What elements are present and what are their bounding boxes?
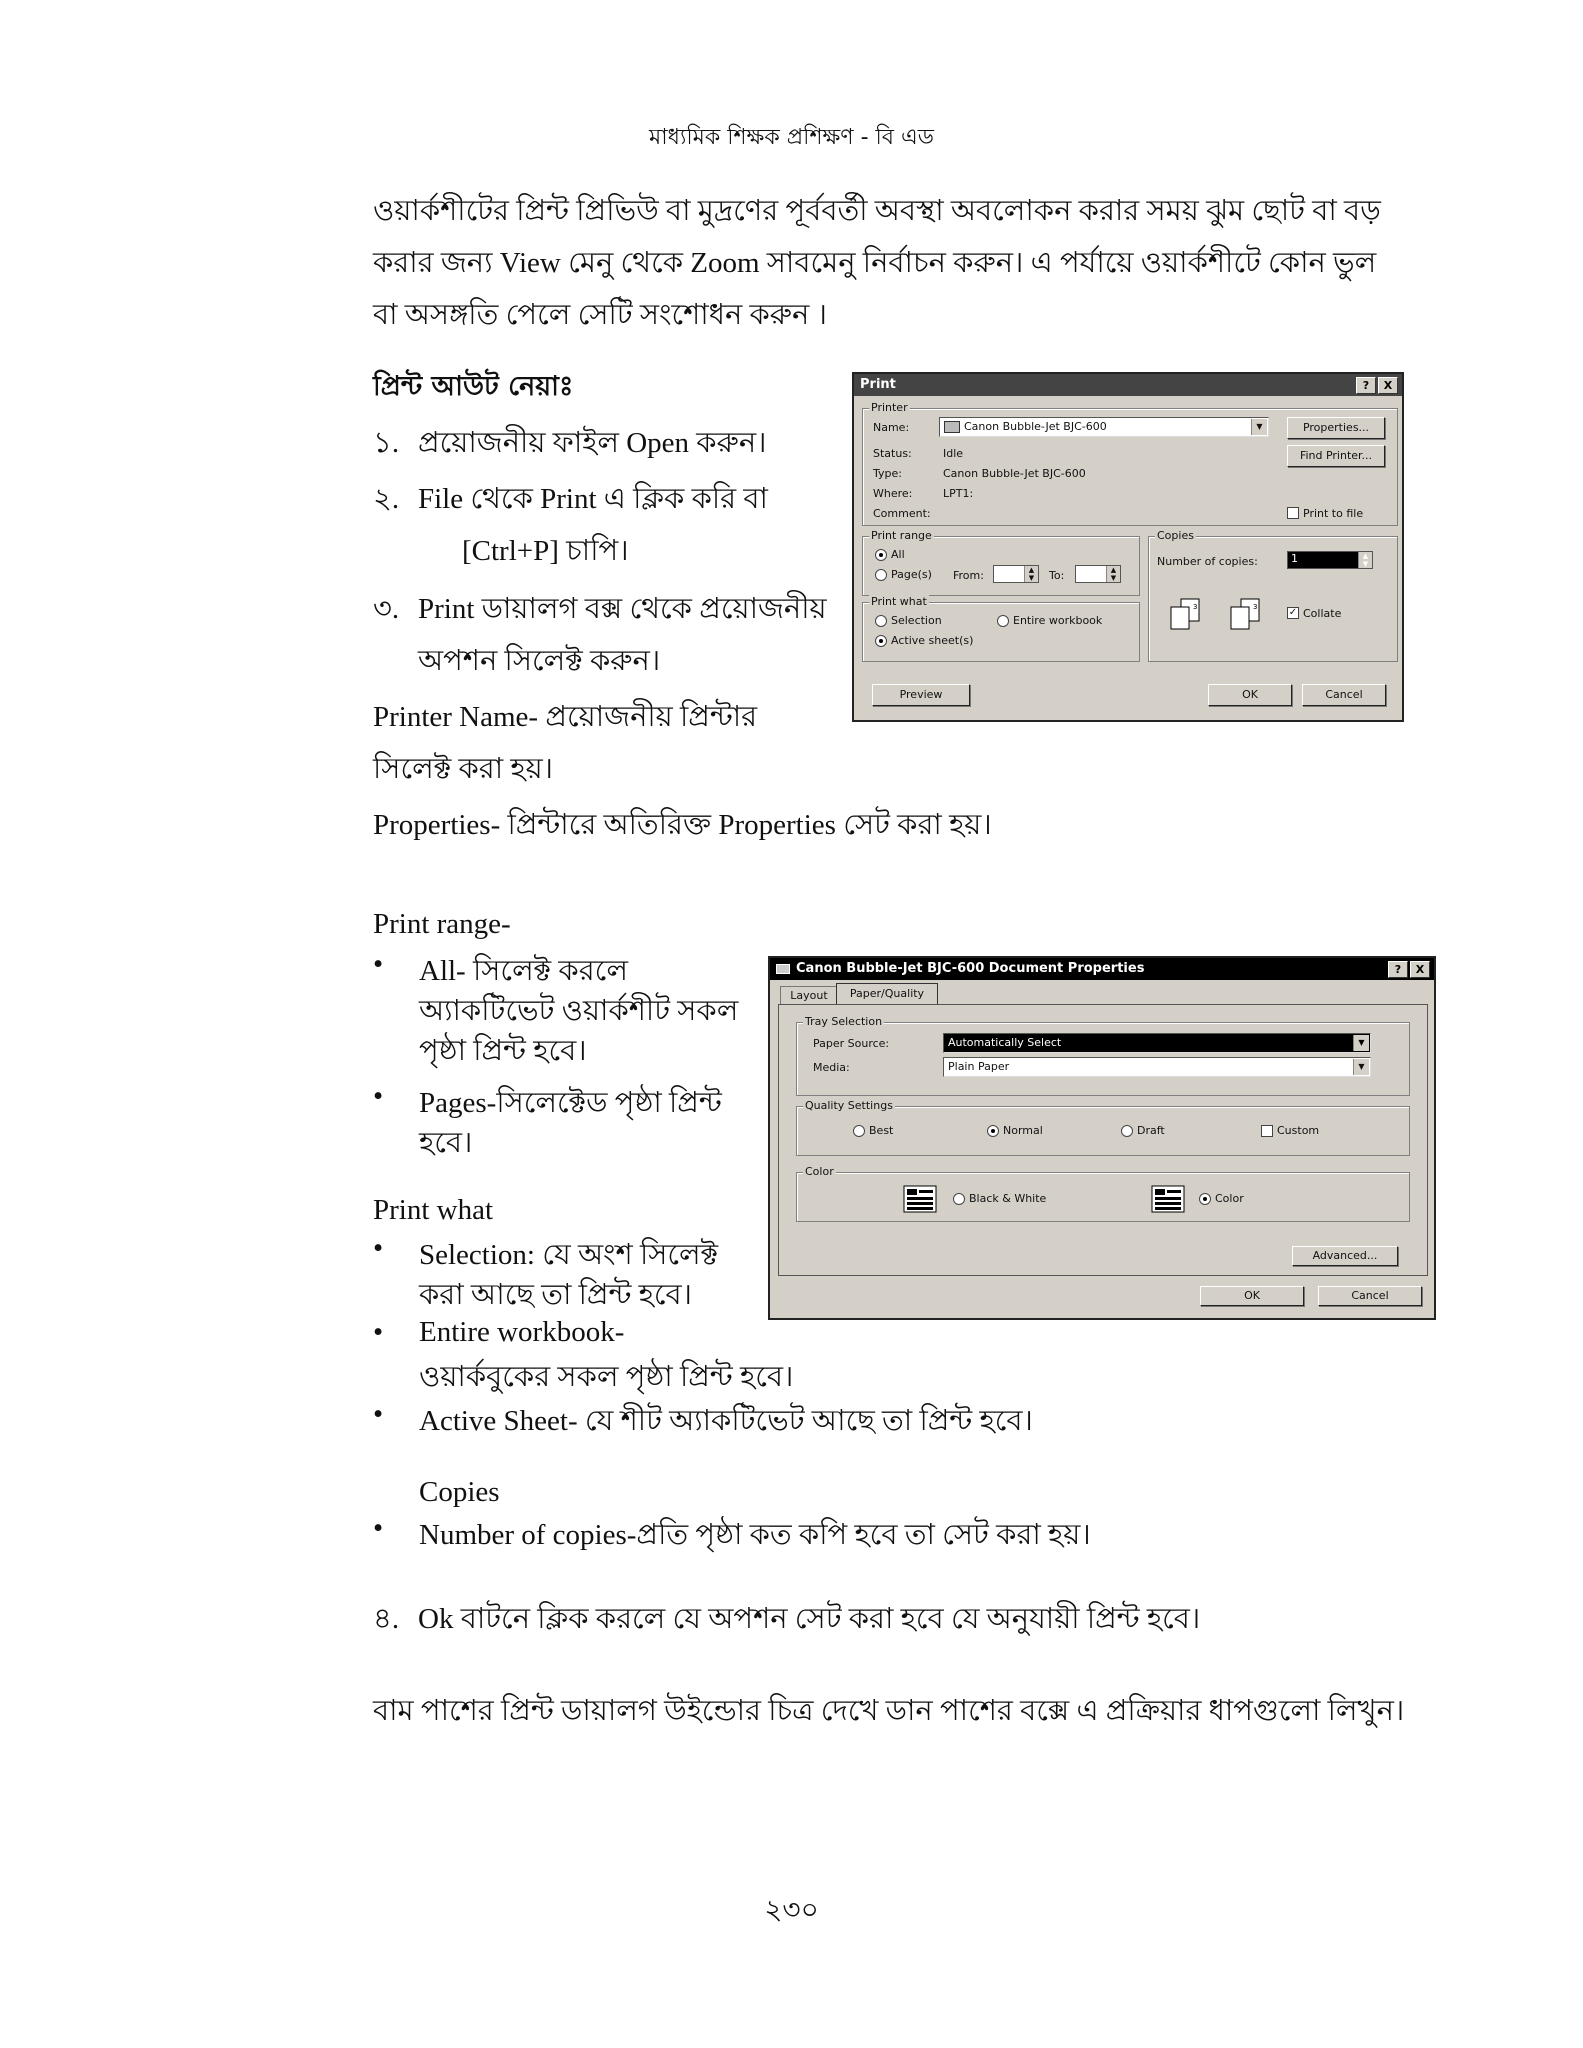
name-label: Name: [873,421,910,434]
collate-label: Collate [1303,607,1342,620]
from-label: From: [953,569,984,582]
document-properties-dialog [768,956,1436,1320]
svg-text:3: 3 [1253,603,1258,611]
type-label: Type: [873,467,902,480]
step-3-number: ৩. [373,593,400,625]
properties-dialog-titlebar [770,958,1434,980]
copies-title: Copies [419,1476,500,1508]
paper-source-value: Automatically Select [948,1036,1062,1049]
step-2-number: ২. [373,483,400,515]
color-document-icon [1151,1185,1185,1213]
advanced-button[interactable]: Advanced... [1292,1246,1398,1266]
draft-radio[interactable] [1121,1125,1133,1137]
type-value: Canon Bubble-Jet BJC-600 [943,467,1086,480]
status-label: Status: [873,447,912,460]
properties-button[interactable]: Properties... [1287,417,1385,439]
paper-source-select[interactable] [943,1033,1371,1053]
custom-checkbox[interactable] [1261,1125,1273,1137]
grayscale-document-icon [903,1185,937,1213]
bullet-icon: • [373,1316,384,1348]
comment-label: Comment: [873,507,931,520]
printer-name-select[interactable] [939,417,1269,437]
tray-selection-label: Tray Selection [805,1015,883,1028]
tab-layout[interactable]: Layout [780,986,838,1005]
step-4-number: ৪. [373,1603,400,1635]
selection-radio[interactable] [875,615,887,627]
pages-label: Page(s) [891,568,932,581]
black-white-radio[interactable] [953,1193,965,1205]
from-spinner[interactable] [993,565,1039,583]
color-radio[interactable] [1199,1193,1211,1205]
bullet-workbook-line-1: Entire workbook- [419,1316,625,1348]
section-heading: প্রিন্ট আউট নেয়াঃ [373,371,574,402]
step-2-text: File থেকে Print এ ক্লিক করি বা [418,483,768,515]
to-spinner[interactable] [1075,565,1121,583]
media-select[interactable] [943,1057,1371,1077]
print-range-group-label: Print range [871,529,932,542]
bullet-icon: • [373,948,384,980]
tab-paper-quality[interactable]: Paper/Quality [836,983,938,1005]
bullet-selection-line-2: করা আছে তা প্রিন্ট হবে। [419,1279,693,1311]
intro-line-2: করার জন্য View মেনু থেকে Zoom সাবমেনু নির্বাচন করুন। এ পর্যায়ে ওয়ার্কশীটে কোন ভুল [373,247,1377,279]
close-button[interactable]: X [1410,961,1430,978]
collate-checkbox[interactable]: ✓ [1288,607,1298,618]
selection-label: Selection [891,614,942,627]
task-instruction: বাম পাশের প্রিন্ট ডায়ালগ উইন্ডোর চিত্র দেখে ডান পাশের বক্সে এ প্রক্রিয়ার ধাপগুলো লিখুন। [373,1695,1405,1727]
printer-name-value: Canon Bubble-Jet BJC-600 [964,420,1107,433]
intro-line-1: ওয়ার্কশীটের প্রিন্ট প্রিভিউ বা মুদ্রণের পূর্ববর্তী অবস্থা অবলোকন করার সময় ঝুম ছোট বা বড় [373,195,1381,227]
entire-workbook-radio[interactable] [997,615,1009,627]
close-button[interactable]: X [1378,377,1398,394]
printer-name-line-1: Printer Name- প্রয়োজনীয় প্রিন্টার [373,701,758,733]
copies-spinner[interactable] [1287,551,1373,569]
step-3-text-line-1: Print ডায়ালগ বক্স থেকে প্রয়োজনীয় [418,593,827,625]
custom-label: Custom [1277,1124,1320,1137]
spin-arrows-icon[interactable]: ▲ ▼ [1106,566,1120,582]
print-what-title: Print what [373,1194,494,1226]
best-label: Best [869,1124,894,1137]
quality-settings-label: Quality Settings [805,1099,893,1112]
normal-label: Normal [1003,1124,1043,1137]
best-radio[interactable] [853,1125,865,1137]
bullet-icon: • [373,1398,384,1430]
spin-arrows-icon[interactable]: ▲ ▼ [1024,566,1038,582]
step-1-number: ১. [373,427,400,459]
intro-line-3: বা অসঙ্গতি পেলে সেটি সংশোধন করুন । [373,299,827,331]
copies-bullet-text: Number of copies-প্রতি পৃষ্ঠা কত কপি হবে তা সেট করা হয়। [419,1519,1091,1551]
printer-small-icon [776,964,790,974]
step-2-text-line-2: [Ctrl+P] চাপি। [462,535,629,567]
printer-icon [944,421,960,433]
number-of-copies-label: Number of copies: [1157,555,1258,568]
color-group-label: Color [805,1165,834,1178]
collate-pages-icon [1229,597,1265,631]
copies-group [1148,529,1398,662]
properties-line: Properties- প্রিন্টারে অতিরিক্ত Properties সেট করা হয়। [373,809,992,841]
normal-radio[interactable] [987,1125,999,1137]
all-label: All [891,548,905,561]
printer-name-line-2: সিলেক্ট করা হয়। [373,753,554,785]
active-sheets-label: Active sheet(s) [891,634,974,647]
step-4-text: Ok বাটনে ক্লিক করলে যে অপশন সেট করা হবে যে অনুযায়ী প্রিন্ট হবে। [418,1603,1201,1635]
bullet-selection-line-1: Selection: যে অংশ সিলেক্ট [419,1239,719,1271]
bullet-pages-line-1: Pages-সিলেক্টেড পৃষ্ঠা প্রিন্ট [419,1087,722,1119]
properties-dialog-title: Canon Bubble-Jet BJC-600 Document Properties [796,961,1145,976]
spin-arrows-icon[interactable]: ▲ ▼ [1358,552,1372,568]
print-what-group-label: Print what [871,595,927,608]
print-range-title: Print range- [373,908,511,940]
print-dialog [852,372,1404,722]
preview-button[interactable]: Preview [872,684,970,706]
chevron-down-icon[interactable]: ▼ [1353,1059,1369,1075]
svg-text:3: 3 [1193,603,1198,611]
bullet-active-line-1: Active Sheet- যে শীট অ্যাকটিভেট আছে তা প্রিন্ট হবে। [419,1405,1033,1437]
help-button[interactable]: ? [1388,961,1408,978]
chevron-down-icon[interactable]: ▼ [1353,1035,1369,1051]
cancel-button[interactable]: Cancel [1302,684,1386,706]
page-number: ২৩০ [764,1893,819,1926]
help-button[interactable]: ? [1356,377,1376,394]
pages-radio[interactable] [875,569,887,581]
print-to-file-checkbox[interactable] [1287,507,1299,519]
copies-group-label: Copies [1157,529,1194,542]
printer-group [862,401,1398,526]
printer-group-label: Printer [871,401,908,414]
entire-workbook-label: Entire workbook [1013,614,1103,627]
draft-label: Draft [1137,1124,1165,1137]
print-range-group [862,529,1140,596]
media-label: Media: [813,1061,850,1074]
chevron-down-icon[interactable]: ▼ [1251,419,1267,435]
cancel-button[interactable]: Cancel [1318,1286,1422,1306]
bullet-all-line-1: All- সিলেক্ট করলে [419,955,628,987]
bullet-workbook-line-2: ওয়ার্কবুকের সকল পৃষ্ঠা প্রিন্ট হবে। [419,1361,794,1393]
step-2-text-line-1 [418,476,828,525]
bullet-icon: • [373,1512,384,1544]
tray-selection-group [796,1015,1410,1096]
ok-button[interactable]: OK [1200,1286,1304,1306]
step-1-text: প্রয়োজনীয় ফাইল Open করুন। [418,427,767,459]
black-white-label: Black & White [969,1192,1047,1205]
where-value: LPT1: [943,487,974,500]
where-label: Where: [873,487,913,500]
print-dialog-title: Print [860,377,896,392]
bullet-all-line-2: অ্যাকটিভেট ওয়ার্কশীট সকল [419,995,739,1027]
ok-button[interactable]: OK [1208,684,1292,706]
copies-value: 1 [1291,552,1298,565]
bullet-all-line-3: পৃষ্ঠা প্রিন্ট হবে। [419,1035,587,1067]
print-what-group [862,595,1140,662]
print-dialog-titlebar [854,374,1402,396]
bullet-pages-line-2: হবে। [419,1127,473,1159]
print-to-file-label: Print to file [1303,507,1364,520]
to-label: To: [1049,569,1065,582]
running-header: মাধ্যমিক শিক্ষক প্রশিক্ষণ - বি এড [649,125,934,150]
collate-pages-icon [1169,597,1205,631]
quality-settings-group [796,1099,1410,1156]
all-radio[interactable] [875,549,887,561]
bullet-icon: • [373,1232,384,1264]
paper-source-label: Paper Source: [813,1037,890,1050]
bullet-icon: • [373,1080,384,1112]
find-printer-button[interactable]: Find Printer... [1287,445,1385,467]
media-value: Plain Paper [948,1060,1010,1073]
step-3-text-line-2: অপশন সিলেক্ট করুন। [418,645,661,677]
color-label: Color [1215,1192,1244,1205]
color-group [796,1165,1410,1222]
active-sheets-radio[interactable] [875,635,887,647]
status-value: Idle [943,447,964,460]
